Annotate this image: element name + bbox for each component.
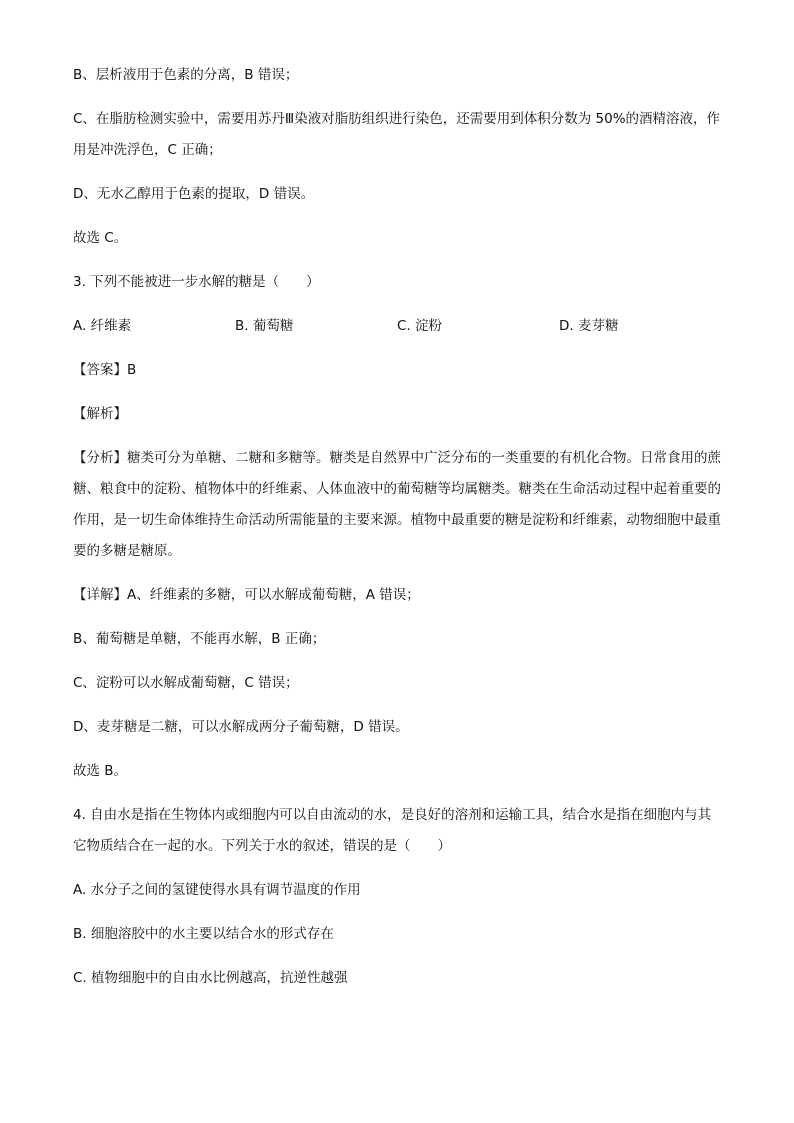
q4-option-b: B. 细胞溶胶中的水主要以结合水的形式存在 [73,926,334,942]
q4-option-a: A. 水分子之间的氢键使得水具有调节温度的作用 [73,882,361,898]
q3-option-d: D. 麦芽糖 [559,318,619,334]
prev-conclusion: 故选 C。 [73,230,128,246]
q3-option-a: A. 纤维素 [73,318,132,334]
q3-options [73,311,723,342]
q3-stem: 3. 下列不能被进一步水解的糖是（ ） [73,274,320,290]
q3-conclusion: 故选 B。 [73,763,128,779]
q3-option-c: C. 淀粉 [397,318,443,334]
q3-detail-b: B、葡萄糖是单糖，不能再水解，B 正确； [73,631,326,647]
prev-option-c-explanation: C、在脂肪检测实验中，需要用苏丹Ⅲ染液对脂肪组织进行染色，还需要用到体积分数为 50%的酒精溶液，作用是冲洗浮色，C 正确； [73,111,721,158]
q3-analysis: 【分析】糖类可分为单糖、二糖和多糖等。糖类是自然界中广泛分布的一类重要的有机化合物。日常食用的蔗糖、粮食中的淀粉、植物体中的纤维素、人体血液中的葡萄糖等均属糖类。糖类在生命活动过程中起着重要的作用，是一切生命体维持生命活动所需能量的主要来源。植物中最重要的糖是淀粉和纤维素，动物细胞中最重要的多糖是糖原。 [73,450,721,559]
q3-answer: 【答案】B [73,362,137,378]
q4-stem: 4. 自由水是指在生物体内或细胞内可以自由流动的水，是良好的溶剂和运输工具，结合水是指在细胞内与其它物质结合在一起的水。下列关于水的叙述，错误的是（ ） [73,807,712,854]
prev-option-b-explanation: B、层析液用于色素的分离，B 错误； [73,67,299,83]
q3-option-b: B. 葡萄糖 [235,318,294,334]
prev-option-d-explanation: D、无水乙醇用于色素的提取，D 错误。 [73,186,315,202]
q3-detail-d: D、麦芽糖是二糖，可以水解成两分子葡萄糖，D 错误。 [73,719,409,735]
q3-analysis-title: 【解析】 [73,406,127,422]
q3-detail-a: 【详解】A、纤维素的多糖，可以水解成葡萄糖，A 错误； [73,587,420,603]
q4-option-c: C. 植物细胞中的自由水比例越高，抗逆性越强 [73,970,348,986]
document-page [73,60,723,1007]
q3-detail-c: C、淀粉可以水解成葡萄糖，C 错误； [73,675,299,691]
